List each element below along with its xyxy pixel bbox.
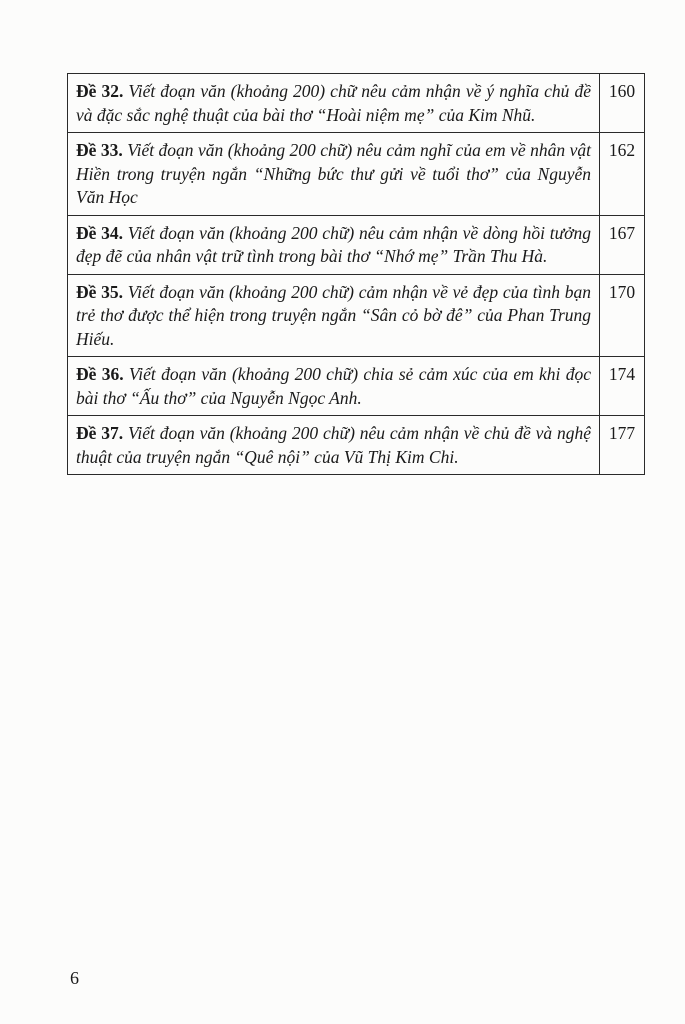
- entry-title: Viết đoạn văn (khoảng 200 chữ) nêu cảm nghĩ của em về nhân vật Hiền trong truyện ngắn “Những bức thư gửi về tuổi thơ” của Nguyễn Văn Học: [76, 140, 591, 207]
- toc-row: [68, 416, 645, 475]
- entry-page-number: 162: [600, 133, 645, 216]
- entry-title: Viết đoạn văn (khoảng 200) chữ nêu cảm nhận về ý nghĩa chủ đề và đặc sắc nghệ thuật của bài thơ “Hoài niệm mẹ” của Kim Nhũ.: [76, 81, 591, 125]
- entry-page-number: 174: [600, 357, 645, 416]
- entry-page-number: 167: [600, 215, 645, 274]
- entry-label: Đề 34.: [76, 222, 124, 243]
- toc-row: [68, 215, 645, 274]
- entry-label: Đề 32.: [76, 81, 124, 101]
- toc-row: [68, 357, 645, 416]
- entry-label: Đề 35.: [76, 281, 124, 302]
- entry-page-number: 177: [600, 416, 645, 475]
- toc-entry: [68, 416, 600, 475]
- toc-entry: [68, 357, 600, 416]
- toc-entry: [68, 74, 600, 133]
- entry-label: Đề 37.: [76, 423, 124, 443]
- entry-title: Viết đoạn văn (khoảng 200 chữ) chia sẻ cảm xúc của em khi đọc bài thơ “Ấu thơ” của Nguyễn Ngọc Anh.: [76, 364, 591, 408]
- entry-title: Viết đoạn văn (khoảng 200 chữ) nêu cảm nhận về dòng hồi tưởng đẹp đẽ của nhân vật trữ tình trong bài thơ “Nhớ mẹ” Trần Thu Hà.: [76, 222, 592, 266]
- entry-page-number: 160: [600, 74, 645, 133]
- toc-row: [68, 74, 645, 133]
- page-number: 6: [70, 968, 79, 988]
- table-of-contents: [67, 73, 645, 475]
- entry-title: Viết đoạn văn (khoảng 200 chữ) cảm nhận về vẻ đẹp của tình bạn trẻ thơ được thể hiện trong truyện ngắn “Sân cỏ bờ đê” của Phan Trung Hiếu.: [76, 281, 592, 349]
- entry-label: Đề 36.: [76, 364, 124, 384]
- toc-row: [68, 133, 645, 216]
- toc-entry: [68, 215, 600, 274]
- toc-entry: [68, 274, 600, 357]
- entry-title: Viết đoạn văn (khoảng 200 chữ) nêu cảm nhận về chủ đề và nghệ thuật của truyện ngắn “Quê nội” của Vũ Thị Kim Chi.: [76, 423, 591, 467]
- toc-row: [68, 274, 645, 357]
- entry-label: Đề 33.: [76, 140, 123, 160]
- toc-entry: [68, 133, 600, 216]
- entry-page-number: 170: [600, 274, 645, 357]
